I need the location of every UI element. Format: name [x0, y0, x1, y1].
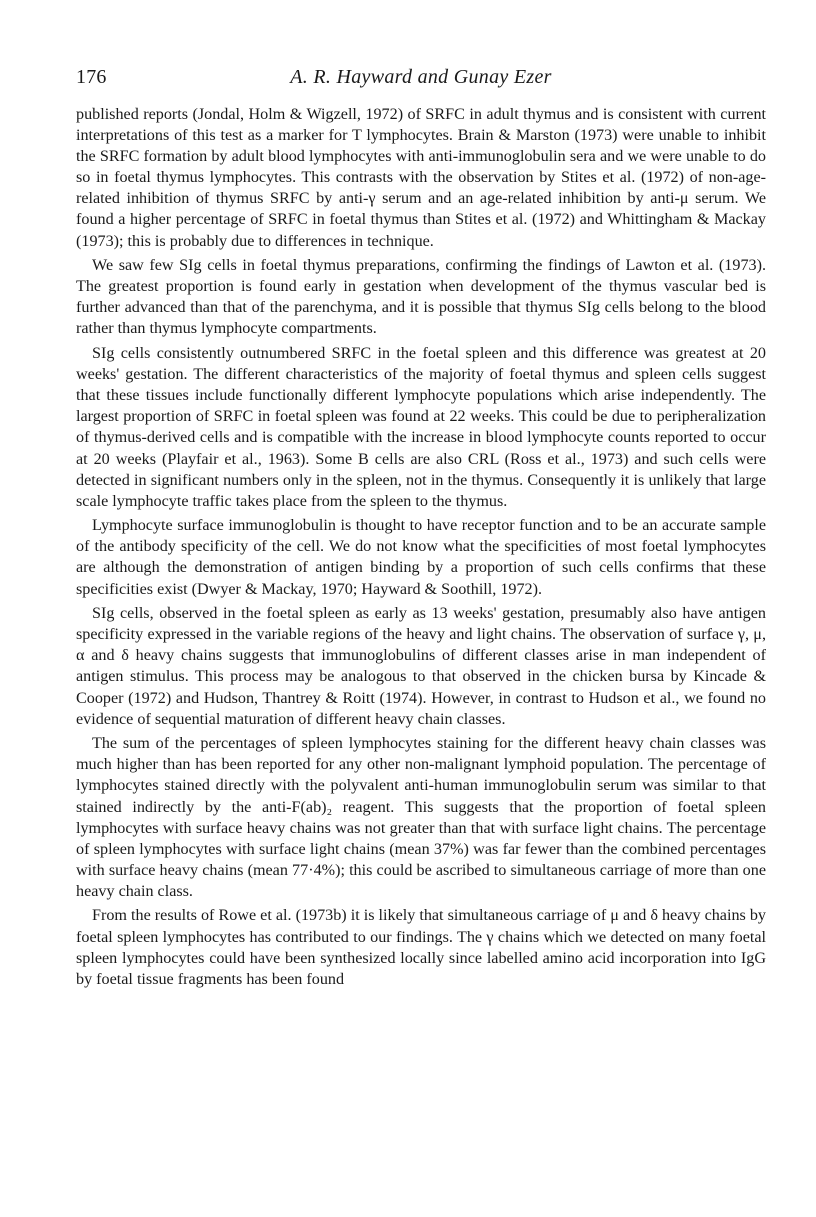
paragraph-continued: published reports (Jondal, Holm & Wigzell, 1972) of SRFC in adult thymus and is consistent with current interpretations of this test as a marker for T lymphocytes. Brain & Marston (1973) were unable to inhibit the SRFC formation by adult blood lymphocytes with anti-immunoglobulin sera and we were unable to do so in foetal thymus lymphocytes. This contrasts with the observation by Stites et al. (1972) of non-age-related inhibition of thymus SRFC by anti-γ serum and an age-related inhibition by anti-μ serum. We found a higher percentage of SRFC in foetal thymus than Stites et al. (1972) and Whittingham & Mackay (1973); this is probably due to differences in technique.	[76, 106, 766, 250]
journal-page	[76, 66, 766, 993]
running-head: A. R. Hayward and Gunay Ezer	[290, 66, 552, 88]
body-text	[76, 104, 766, 990]
page-header	[76, 66, 766, 100]
paragraph-thymus-sig: We saw few SIg cells in foetal thymus preparations, confirming the findings of Lawton et al. (1973). The greatest proportion is found early in gestation when development of the thymus vascular bed is further advanced than that of the parenchyma, and it is possible that thymus SIg cells belong to the blood rather than thymus lymphocyte compartments.	[76, 257, 766, 338]
page-number: 176	[76, 66, 107, 88]
paragraph-receptor-function: Lymphocyte surface immunoglobulin is thought to have receptor function and to be an accurate sample of the antibody specificity of the cell. We do not know what the specificities of most foetal lymphocytes are although the demonstration of antigen binding by a proportion of such cells confirms that these specificities exist (Dwyer & Mackay, 1970; Hayward & Soothill, 1972).	[76, 517, 766, 598]
paragraph-rowe-results: From the results of Rowe et al. (1973b) it is likely that simultaneous carriage of μ and δ heavy chains by foetal spleen lymphocytes has contributed to our findings. The γ chains which we detected on many foetal spleen lymphocytes could have been synthesized locally since labelled amino acid incorporation into IgG by foetal tissue fragments has been found	[76, 907, 766, 988]
paragraph-heavy-chain-sum: The sum of the percentages of spleen lymphocytes staining for the different heavy chain classes was much higher than has been reported for any other non-malignant lymphoid population. The percentage of lymphocytes stained directly with the polyvalent anti-human immunoglobulin serum was similar to that stained indirectly by the anti-F(ab)₂ reagent. This suggests that the proportion of foetal spleen lymphocytes with surface heavy chains was not greater than that with surface light chains. The percentage of spleen lymphocytes with surface light chains (mean 37%) was far fewer than the combined percentages with surface heavy chains (mean 77·4%); this could be ascribed to simultaneous carriage of more than one heavy chain class.	[76, 735, 766, 900]
paragraph-antigen-specificity: SIg cells, observed in the foetal spleen as early as 13 weeks' gestation, presumably also have antigen specificity expressed in the variable regions of the heavy and light chains. The observation of surface γ, μ, α and δ heavy chains suggests that immunoglobulins of different classes arise in man independent of antigen stimulus. This process may be analogous to that observed in the chicken bursa by Kincade & Cooper (1972) and Hudson, Thantrey & Roitt (1974). However, in contrast to Hudson et al., we found no evidence of sequential maturation of different heavy chain classes.	[76, 605, 766, 728]
paragraph-spleen-srfc: SIg cells consistently outnumbered SRFC in the foetal spleen and this difference was greatest at 20 weeks' gestation. The different characteristics of the majority of foetal thymus and spleen cells suggest that these tissues include functionally different lymphocyte populations which arise independently. The largest proportion of SRFC in foetal spleen was found at 22 weeks. This could be due to peripheralization of thymus-derived cells and is compatible with the increase in blood lymphocyte counts reported to occur at 20 weeks (Playfair et al., 1963). Some B cells are also CRL (Ross et al., 1973) and such cells were detected in significant numbers only in the spleen, not in the thymus. Consequently it is unlikely that large scale lymphocyte traffic takes place from the spleen to the thymus.	[76, 345, 766, 510]
